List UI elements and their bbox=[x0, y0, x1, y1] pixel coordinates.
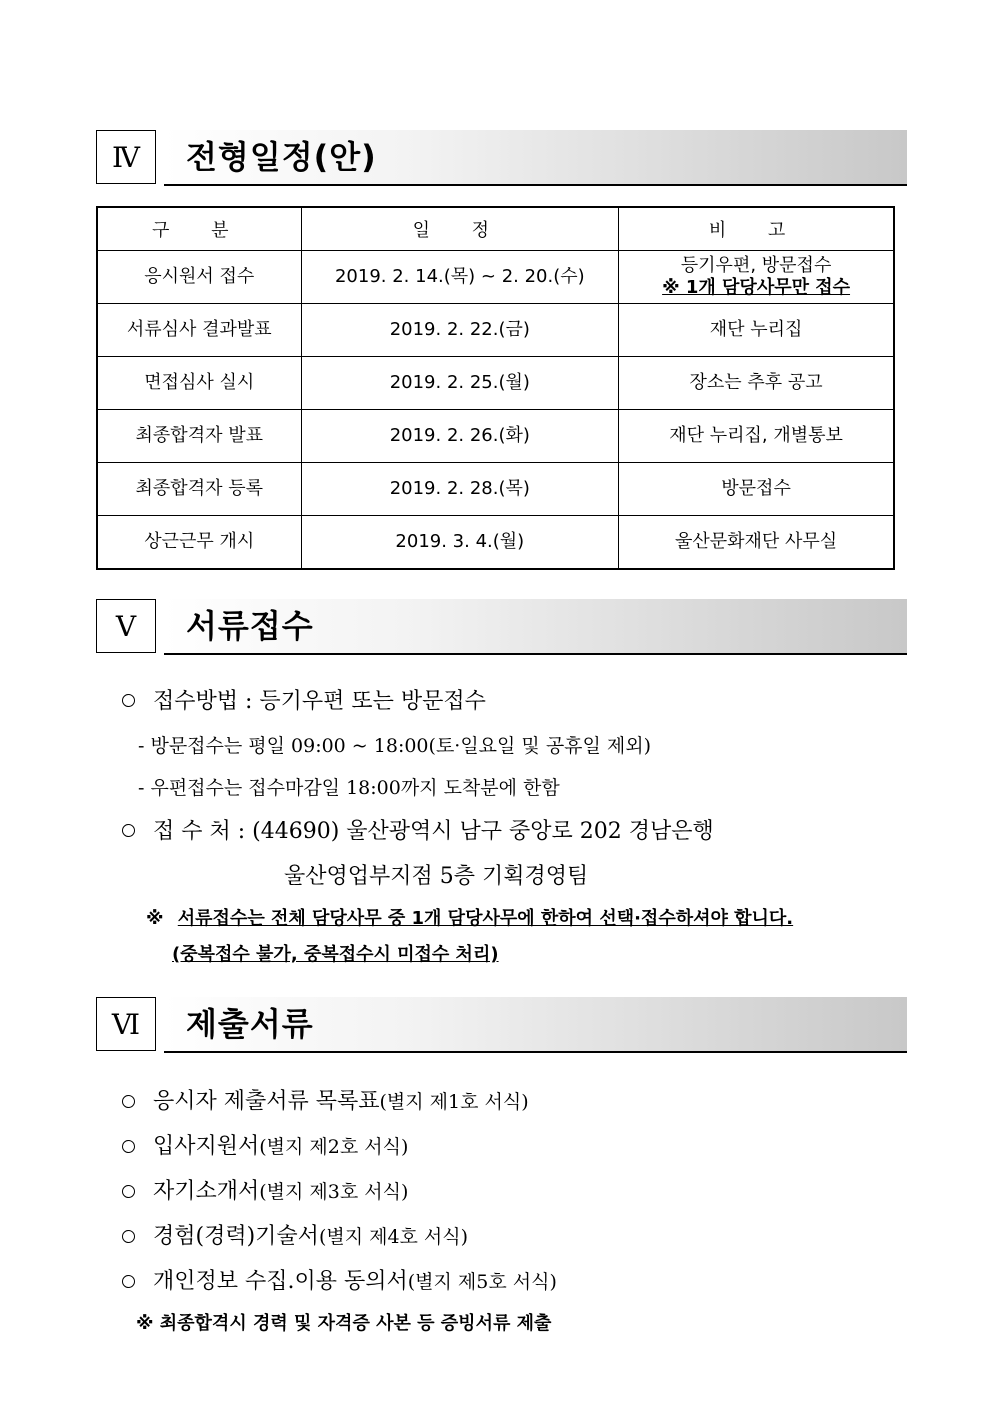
table-row bbox=[97, 304, 894, 357]
submission-note bbox=[146, 904, 793, 930]
note-line1: 서류접수는 전체 담당사무 중 1개 담당사무에 한하여 선택·접수하셔야 합니다. bbox=[177, 908, 794, 929]
row-note: 장소는 추후 공고 bbox=[619, 357, 894, 410]
row-date: 2019. 2. 22.(금) bbox=[301, 304, 619, 357]
row-date: 2019. 3. 4.(월) bbox=[301, 516, 619, 570]
row-note bbox=[619, 251, 894, 304]
method-item bbox=[122, 684, 486, 715]
row-item: 최종합격자 등록 bbox=[97, 463, 301, 516]
bullet-circle-icon bbox=[122, 694, 135, 707]
section-4-number: Ⅳ bbox=[96, 130, 156, 184]
note-mark: ※ bbox=[146, 908, 164, 929]
visit-text: - 방문접수는 평일 09:00 ~ 18:00(토·일요일 및 공휴일 제외) bbox=[138, 735, 652, 757]
bullet-circle-icon bbox=[122, 1185, 135, 1198]
table-row bbox=[97, 251, 894, 304]
row-note: 재단 누리집 bbox=[619, 304, 894, 357]
list-item bbox=[122, 1219, 468, 1250]
row-note-line: 등기우편, 방문접수 bbox=[680, 255, 832, 276]
bullet-circle-icon bbox=[122, 1230, 135, 1243]
method-text: 접수방법 : 등기우편 또는 방문접수 bbox=[153, 689, 486, 714]
post-text: - 우편접수는 접수마감일 18:00까지 도착분에 한함 bbox=[138, 777, 560, 799]
doc-name: 응시자 제출서류 목록표 bbox=[153, 1089, 380, 1114]
doc-form: (별지 제1호 서식) bbox=[379, 1091, 529, 1113]
bullet-circle-icon bbox=[122, 1275, 135, 1288]
column-header-remarks: 비 고 bbox=[619, 207, 894, 251]
doc-form: (별지 제5호 서식) bbox=[407, 1271, 557, 1293]
doc-name: 경험(경력)기술서 bbox=[153, 1224, 319, 1249]
table-row bbox=[97, 357, 894, 410]
place-text: 접 수 처 : (44690) 울산광역시 남구 중앙로 202 경남은행 bbox=[153, 819, 714, 844]
note-line2: (중복접수 불가, 중복접수시 미접수 처리) bbox=[172, 944, 499, 965]
row-note: 울산문화재단 사무실 bbox=[619, 516, 894, 570]
section-5-header bbox=[96, 599, 907, 655]
doc-form: (별지 제4호 서식) bbox=[318, 1226, 469, 1248]
list-item bbox=[122, 1084, 529, 1115]
row-item: 상근근무 개시 bbox=[97, 516, 301, 570]
doc-form: (별지 제2호 서식) bbox=[259, 1136, 409, 1158]
row-note-emphasis: ※ 1개 담당사무만 접수 bbox=[662, 277, 851, 298]
bullet-circle-icon bbox=[122, 824, 135, 837]
doc-name: 개인정보 수집.이용 동의서 bbox=[153, 1269, 408, 1294]
table-header-row bbox=[97, 207, 894, 251]
table-row bbox=[97, 410, 894, 463]
row-item: 응시원서 접수 bbox=[97, 251, 301, 304]
list-item bbox=[122, 1264, 557, 1295]
doc-name: 자기소개서 bbox=[153, 1179, 260, 1204]
schedule-table bbox=[96, 206, 895, 570]
section-4-title: 전형일정(안) bbox=[186, 138, 377, 176]
doc-name: 입사지원서 bbox=[153, 1134, 260, 1159]
doc-form: (별지 제3호 서식) bbox=[259, 1181, 409, 1203]
section-5-number: Ⅴ bbox=[96, 599, 156, 653]
bullet-circle-icon bbox=[122, 1095, 135, 1108]
table-row bbox=[97, 516, 894, 570]
section-6-title: 제출서류 bbox=[186, 1005, 314, 1043]
section-4-header bbox=[96, 130, 907, 186]
row-item: 서류심사 결과발표 bbox=[97, 304, 301, 357]
place-text-line2: 울산영업부지점 5층 기획경영팀 bbox=[284, 864, 589, 889]
row-date: 2019. 2. 26.(화) bbox=[301, 410, 619, 463]
row-date: 2019. 2. 25.(월) bbox=[301, 357, 619, 410]
row-note: 방문접수 bbox=[619, 463, 894, 516]
row-date: 2019. 2. 14.(목) ~ 2. 20.(수) bbox=[301, 251, 619, 304]
column-header-schedule: 일 정 bbox=[301, 207, 619, 251]
section-6-number: Ⅵ bbox=[96, 997, 156, 1051]
final-note: ※ 최종합격시 경력 및 자격증 사본 등 증빙서류 제출 bbox=[136, 1313, 552, 1334]
section-5-title: 서류접수 bbox=[186, 607, 314, 645]
bullet-circle-icon bbox=[122, 1140, 135, 1153]
list-item bbox=[122, 1174, 408, 1205]
row-item: 면접심사 실시 bbox=[97, 357, 301, 410]
list-item bbox=[122, 1129, 408, 1160]
row-item: 최종합격자 발표 bbox=[97, 410, 301, 463]
place-item bbox=[122, 814, 714, 845]
table-row bbox=[97, 463, 894, 516]
section-6-header bbox=[96, 997, 907, 1053]
row-date: 2019. 2. 28.(목) bbox=[301, 463, 619, 516]
column-header-category: 구 분 bbox=[97, 207, 301, 251]
row-note: 재단 누리집, 개별통보 bbox=[619, 410, 894, 463]
